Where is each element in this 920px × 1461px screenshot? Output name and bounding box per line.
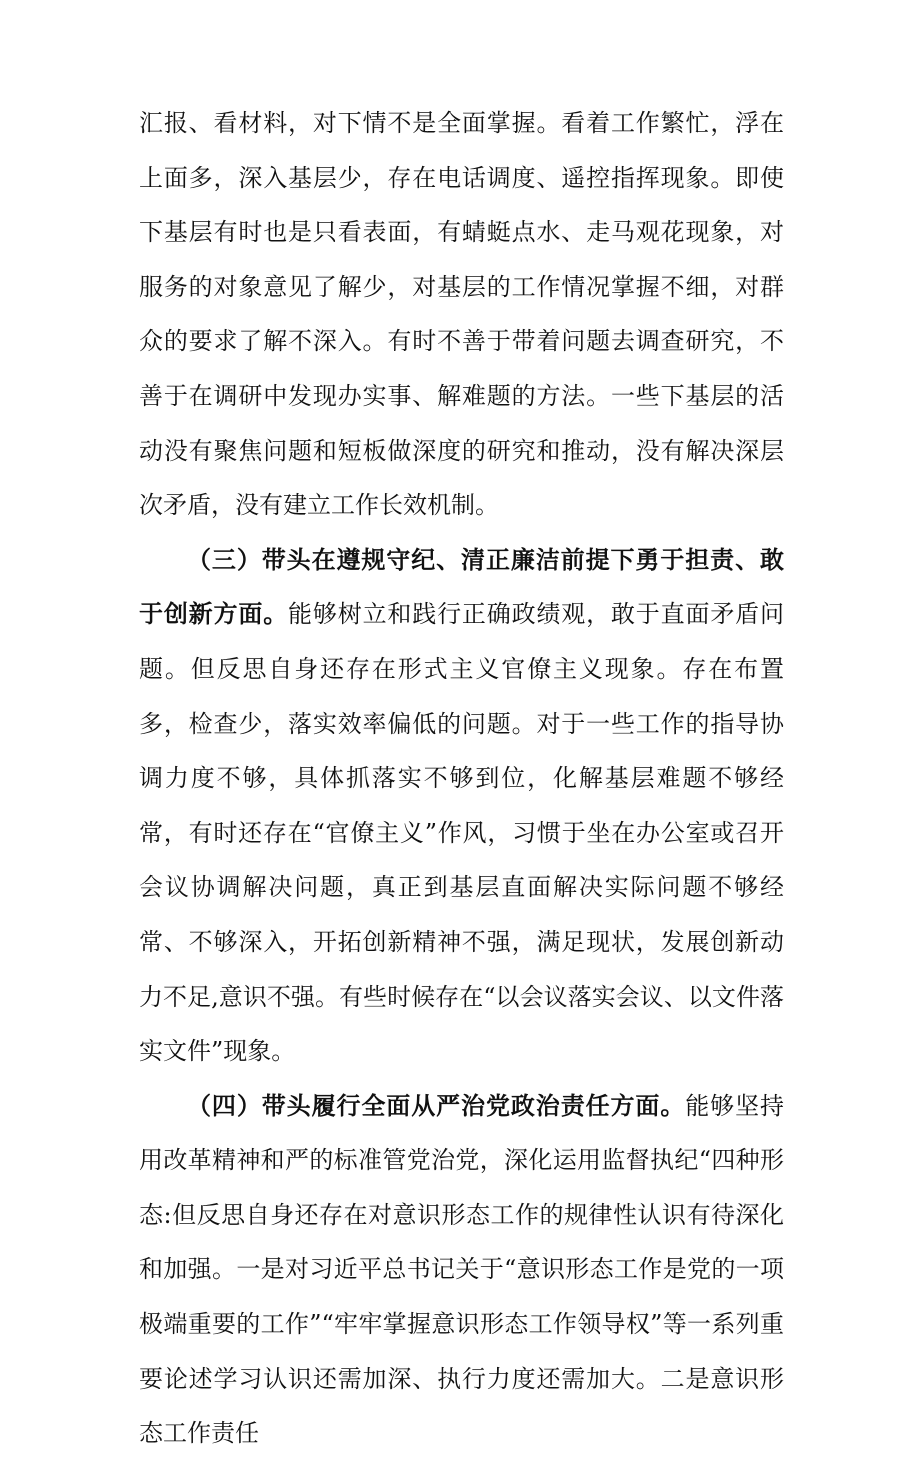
paragraph-1-body: 汇报、看材料，对下情不是全面掌握。看着工作繁忙，浮在上面多，深入基层少，存在电话调度、遥控指挥现象。即使下基层有时也是只看表面，有蜻蜓点水、走马观花现象，对服务的对象意见了解少，对基层的工作情况掌握不细，对群众的要求了解不深入。有时不善于带着问题去调查研究，不善于在调研中发现办实事、解难题的方法。一些下基层的活动没有聚焦问题和短板做深度的研究和推动，没有解决深层次矛盾，没有建立工作长效机制。: [139, 109, 784, 520]
paragraph-3: [139, 1079, 784, 1461]
paragraph-2: [139, 533, 784, 1079]
document-body: [139, 96, 784, 1461]
paragraph-3-heading: （四）带头履行全面从严治党政治责任方面。: [187, 1091, 686, 1120]
paragraph-1: [139, 96, 784, 533]
paragraph-3-body: 能够坚持用改革精神和严的标准管党治党，深化运用监督执纪“四种形态:但反思自身还存在对意识形态工作的规律性认识有待深化和加强。一是对习近平总书记关于“意识形态工作是党的一项极端重要的工作”“牢牢掌握意识形态工作领导权”等一系列重要论述学习认识还需加深、执行力度还需加大。二是意识形态工作责任: [139, 1091, 785, 1448]
paragraph-2-heading: （三）带头在遵规守纪、清正廉洁前提下勇于担责、敢于创新方面。: [139, 545, 784, 629]
paragraph-2-body: 能够树立和践行正确政绩观，敢于直面矛盾问题。但反思自身还存在形式主义官僚主义现象。存在布置多，检查少，落实效率偏低的问题。对于一些工作的指导协调力度不够，具体抓落实不够到位，化解基层难题不够经常，有时还存在“官僚主义”作风，习惯于坐在办公室或召开会议协调解决问题，真正到基层直面解决实际问题不够经常、不够深入，开拓创新精神不强，满足现状，发展创新动力不足,意识不强。有些时候存在“以会议落实会议、以文件落实文件”现象。: [139, 600, 785, 1066]
